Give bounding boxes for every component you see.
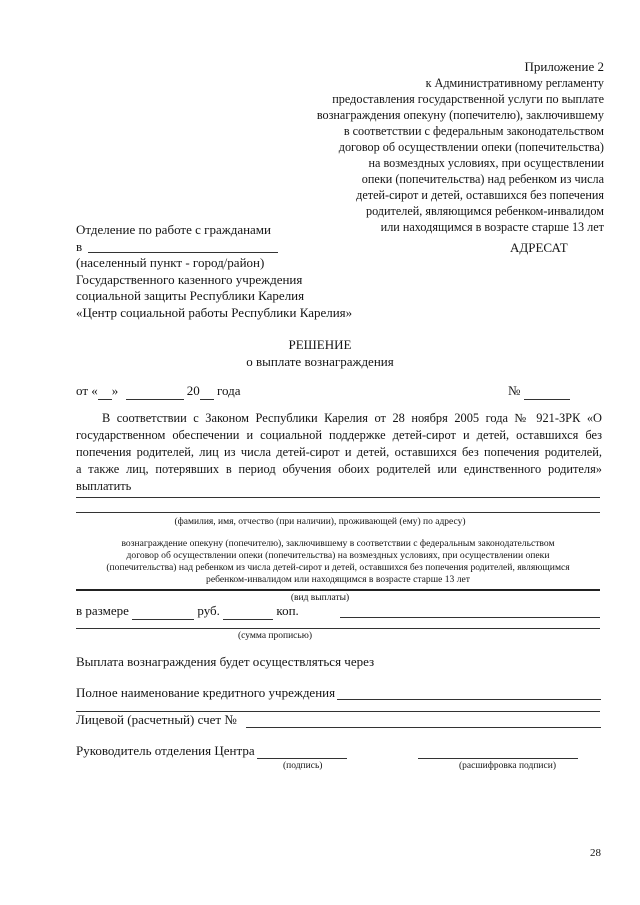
rub-blank[interactable] [132, 603, 194, 620]
signature-label: (подпись) [283, 761, 323, 771]
appendix-line: в соответствии с федеральным законодательством [343, 124, 604, 138]
rub-label: руб. [197, 603, 220, 618]
location-blank[interactable] [88, 252, 278, 253]
amount-words-line[interactable] [76, 628, 600, 629]
payment-kind-line: ребенком-инвалидом или находящимся в возрасте старше 13 лет [206, 574, 470, 585]
appendix-line: договор об осуществлении опеки (попечительства) [338, 140, 604, 154]
decision-title: РЕШЕНИЕ [288, 337, 352, 352]
sender-block [76, 222, 352, 321]
appendix-line: родителей, являющимся ребенком-инвалидом [365, 204, 604, 218]
appendix-line: опеки (попечительства) над ребенком из числа [361, 172, 604, 186]
number-blank[interactable] [524, 383, 570, 400]
body-line: а также лиц, потерявших в период обучения обоих родителей или единственного родителя» [76, 462, 602, 476]
kop-blank[interactable] [223, 603, 273, 620]
appendix-line: предоставления государственной услуги по выплате [332, 92, 604, 106]
signature-blank[interactable] [257, 758, 347, 759]
number-sign: № [508, 383, 521, 398]
appendix-block [244, 58, 604, 235]
date-close: » [111, 383, 119, 398]
body-line: государственном обеспечении и социальной поддержке детей-сирот и детей, оставшихся без [76, 428, 602, 442]
appendix-line: к Административному регламенту [425, 76, 604, 90]
body-line: попечения родителей, лиц из числа детей-сирот и детей, оставшихся без попечения родителей, [76, 445, 602, 459]
sender-institution: Государственного казенного учреждения [76, 271, 303, 287]
sender-department: Отделение по работе с гражданами [76, 222, 271, 237]
date-prefix: от « [76, 383, 98, 398]
head-label: Руководитель отделения Центра [76, 743, 255, 758]
kop-label: коп. [276, 603, 299, 618]
date-row [76, 383, 241, 400]
body-paragraph [76, 410, 602, 495]
decoding-blank[interactable] [418, 758, 578, 759]
recipient-line-1[interactable] [76, 497, 600, 498]
amount-row [76, 603, 299, 620]
amount-words-label: (сумма прописью) [238, 631, 312, 641]
decision-subtitle: о выплате вознаграждения [246, 354, 394, 369]
payment-kind-line-bold [76, 589, 600, 591]
payment-via: Выплата вознаграждения будет осуществляться через [76, 654, 375, 669]
body-line: выплатить [76, 479, 132, 493]
page-number: 28 [590, 847, 601, 859]
year-word: года [217, 383, 241, 398]
appendix-title: Приложение 2 [524, 59, 604, 74]
payment-kind-line: вознаграждение опекуну (попечителю), заключившему в соответствии с федеральным законодательством [121, 538, 555, 549]
appendix-line: вознаграждения опекуну (попечителю), заключившему [316, 108, 604, 122]
payment-kind-line: договор об осуществлении опеки (попечительства) на возмездных условиях, при осуществлении опеки [126, 550, 550, 561]
payment-kind-block [66, 538, 610, 586]
bank-name-label: Полное наименование кредитного учреждения [76, 685, 336, 700]
account-label: Лицевой (расчетный) счет № [76, 712, 237, 727]
recipient-line-2[interactable] [76, 512, 600, 513]
appendix-line: детей-сирот и детей, оставшихся без попечения [356, 188, 604, 202]
amount-label: в размере [76, 603, 129, 618]
appendix-line: или находящимся в возрасте старше 13 лет [380, 220, 604, 234]
addressee-label: АДРЕСАТ [510, 240, 568, 255]
decoding-label: (расшифровка подписи) [459, 761, 556, 771]
appendix-line: на возмездных условиях, при осуществлении [368, 156, 604, 170]
payment-kind-line: (попечительства) над ребенком из числа детей-сирот и детей, оставшихся без попечения родителей, являющимся [106, 562, 570, 573]
fio-label: (фамилия, имя, отчество (при наличии), проживающей (ему) по адресу) [174, 517, 466, 527]
account-blank[interactable] [246, 727, 601, 728]
sender-institution: социальной защиты Республики Карелия [76, 288, 305, 303]
year-blank[interactable] [200, 383, 214, 400]
decision-number [508, 383, 570, 400]
amount-tail-line[interactable] [340, 617, 600, 618]
body-line: В соответствии с Законом Республики Карелия от 28 ноября 2005 года № 921-ЗРК «О [102, 411, 602, 425]
sender-institution: «Центр социальной работы Республики Карелия» [76, 304, 353, 320]
year-prefix: 20 [186, 383, 200, 398]
sender-location: в [76, 238, 83, 254]
day-blank[interactable] [98, 383, 112, 400]
bank-name-blank[interactable] [337, 699, 601, 700]
sender-location-hint: (населенный пункт - город/район) [76, 255, 265, 270]
month-blank[interactable] [126, 383, 184, 400]
payment-kind-label: (вид выплаты) [290, 593, 350, 603]
